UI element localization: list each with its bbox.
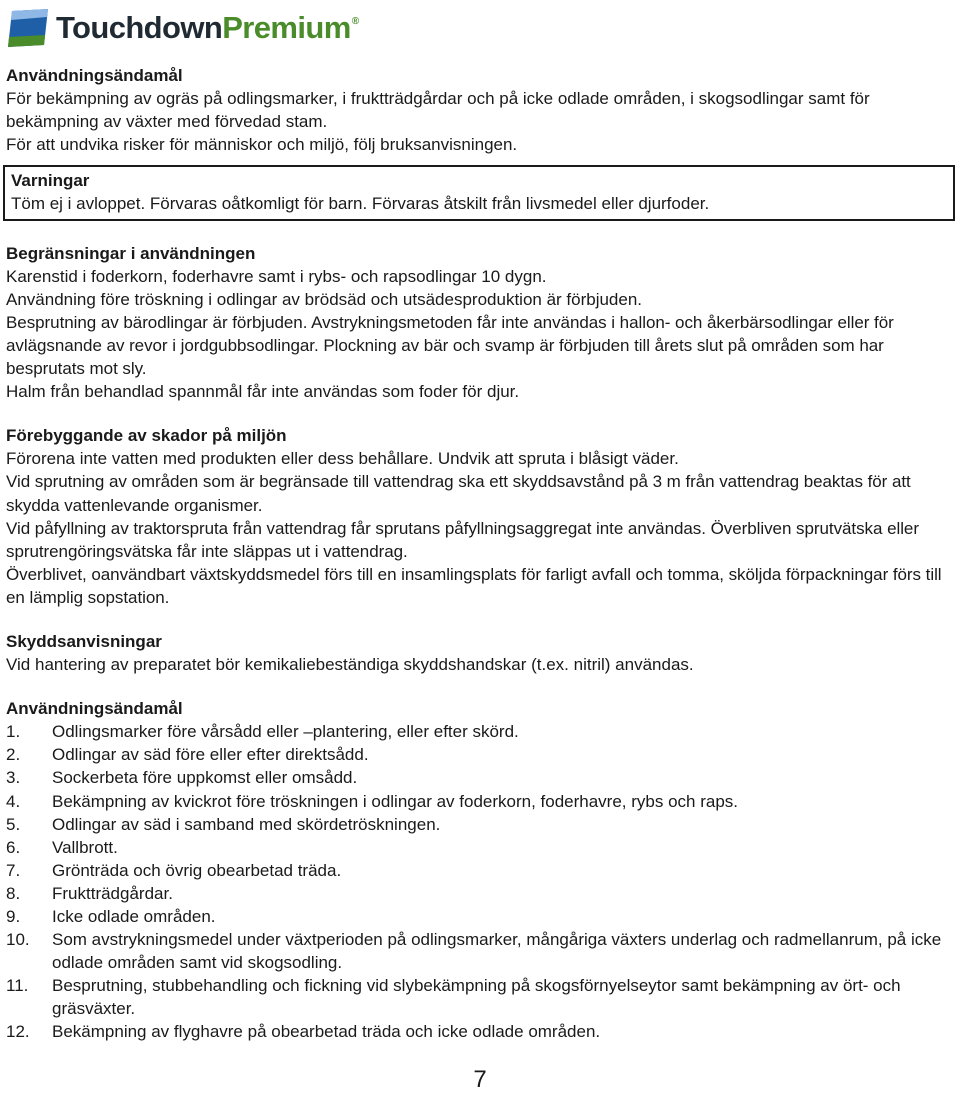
list-item [6,859,951,882]
list-text: Grönträda och övrig obearbetad träda. [52,860,342,880]
list-item [6,766,951,789]
list-text: Icke odlade områden. [52,907,216,926]
list-item [6,790,951,813]
list-text: Som avstrykningsmedel under växtperioden på odlingsmarker, mångåriga växters underlag och radmellanrum, på icke odlade områden samt vid skogsodling. [52,930,942,973]
flag-logo-icon [8,9,48,47]
list-item [6,882,951,905]
list-number: 8. [6,883,21,903]
section-heading: Skyddsanvisningar [6,631,162,651]
paragraph: Töm ej i avloppet. Förvaras oåtkomligt för barn. Förvaras åtskilt från livsmedel eller djurfoder. [11,194,710,214]
list-item [6,720,951,743]
list-item [6,813,951,836]
paragraph: Användning före tröskning i odlingar av brödsäd och utsädesproduktion är förbjuden. [6,289,643,309]
list-number: 10. [6,930,30,950]
list-number: 6. [6,837,21,857]
brand-name-part1: Touchdown [56,10,223,45]
section-heading: Begränsningar i användningen [6,243,256,263]
paragraph: Överblivet, oanvändbart växtskyddsmedel förs till en insamlingsplats för farligt avfall och tomma, sköljda förpackningar förs till en lämplig sopstation. [6,564,942,607]
list-item [6,974,951,1020]
list-number: 1. [6,722,21,742]
paragraph: Vid hantering av preparatet bör kemikaliebeständiga skyddshandskar (t.ex. nitril) användas. [6,655,694,675]
list-text: Odlingar av säd i samband med skördetröskningen. [52,814,441,834]
list-number: 11. [6,976,29,996]
list-text: Bekämpning av kvickrot före tröskningen i odlingar av foderkorn, foderhavre, rybs och raps. [52,791,739,811]
paragraph: Besprutning av bärodlingar är förbjuden. Avstrykningsmetoden får inte användas i hallon- och åkerbärsodlingar eller för avlägsnande av revor i jordgubbsodlingar. Plockning av bär och svamp är förbjuden till årets slut på områden som har besprutats mot sly. [6,312,894,379]
section-heading: Förebyggande av skador på miljön [6,426,287,446]
list-item [6,905,951,928]
paragraph: Förorena inte vatten med produkten eller dess behållare. Undvik att spruta i blåsigt väder. [6,449,679,469]
list-text: Bekämpning av flyghavre på obearbetad träda och icke odlade områden. [52,1022,601,1042]
list-text: Sockerbeta före uppkomst eller omsådd. [52,768,358,788]
section-environment [6,424,951,609]
list-number: 3. [6,768,21,788]
paragraph: För att undvika risker för människor och miljö, följ bruksanvisningen. [6,135,518,155]
warnings-box [3,165,955,220]
section-usage [6,697,951,1043]
section-heading: Användningsändamål [6,66,183,85]
list-text: Odlingar av säd före eller efter direktsådd. [52,745,369,765]
document-body [6,64,951,1044]
registered-mark: ® [351,16,359,27]
list-text: Odlingsmarker före vårsådd eller –plantering, eller efter skörd. [52,722,519,742]
brand-name-part2: Premium [222,10,351,45]
paragraph: Karenstid i foderkorn, foderhavre samt i rybs- och rapsodlingar 10 dygn. [6,266,547,286]
paragraph: Halm från behandlad spannmål får inte användas som foder för djur. [6,382,520,402]
list-number: 12. [6,1022,30,1042]
list-item [6,928,951,974]
list-text: Fruktträdgårdar. [52,883,173,903]
list-number: 2. [6,745,21,765]
section-heading: Användningsändamål [6,699,183,719]
section-heading: Varningar [11,171,90,191]
brand-wordmark [56,8,358,48]
page-number: 7 [473,1066,487,1093]
paragraph: Vid sprutning av områden som är begränsade till vattendrag ska ett skyddsavstånd på 3 m från vattendrag beaktas för att skydda vattenlevande organismer. [6,472,911,515]
list-item [6,836,951,859]
paragraph: Vid påfyllning av traktorspruta från vattendrag får sprutans påfyllningsaggregat inte användas. Överbliven sprutvätska eller sprutrengöringsvätska får inte släppas ut i vattendrag. [6,518,919,561]
list-item [6,743,951,766]
section-purpose [6,64,951,156]
section-restrictions [6,242,951,404]
list-number: 5. [6,814,21,834]
list-item [6,1020,951,1043]
list-number: 4. [6,791,21,811]
list-number: 7. [6,860,21,880]
paragraph: För bekämpning av ogräs på odlingsmarker, i fruktträdgårdar och på icke odlade områden, i skogsodlingar samt för bekämpning av växter med förvedad stam. [6,89,870,132]
list-number: 9. [6,907,21,926]
list-text: Besprutning, stubbehandling och fickning vid slybekämpning på skogsförnyelseytor samt bekämpning av ört- och gräsväxter. [52,976,901,1019]
section-protection [6,630,951,676]
brand-logo [8,8,358,48]
list-text: Vallbrott. [52,837,118,857]
usage-list [6,720,951,1043]
